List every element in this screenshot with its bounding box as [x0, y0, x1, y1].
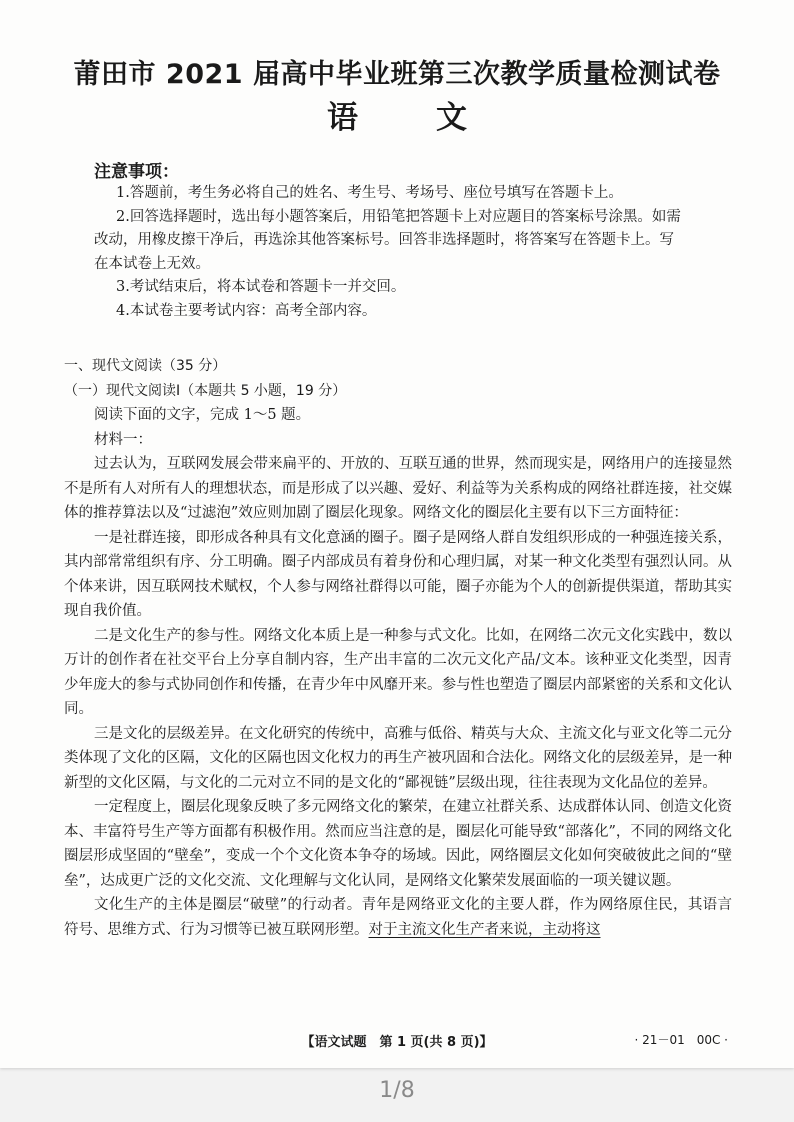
- notice-item: 3.考试结束后，将本试卷和答题卡一并交回。: [116, 279, 406, 295]
- paragraph: 一定程度上，圈层化现象反映了多元网络文化的繁荣，在建立社群关系、达成群体认同、创造文化资本、丰富符号生产等方面都有积极作用。然而应当注意的是，圈层化可能导致“部落化”，不同的网络文化圈层形成坚固的“壁垒”，变成一个个文化资本争夺的场域。因此，网络圈层文化如何突破彼此之间的“壁垒”，达成更广泛的文化交流、文化理解与文化认同，是网络文化繁荣发展面临的一项关键议题。: [64, 799, 732, 889]
- paragraph-last: [64, 893, 732, 942]
- paragraph: 过去认为，互联网发展会带来扁平的、开放的、互联互通的世界，然而现实是，网络用户的连接显然不是所有人对所有人的理想状态，而是形成了以兴趣、爱好、利益等为关系构成的网络社群连接，社交媒体的推荐算法以及“过滤泡”效应则加剧了圈层化现象。网络文化的圈层化主要有以下三方面特征：: [64, 456, 732, 521]
- footer-code: · 21－01 00C ·: [634, 1033, 728, 1047]
- material-label: 材料一：: [94, 431, 152, 448]
- section-subheading: （一）现代文阅读Ⅰ（本题共 5 小题，19 分）: [64, 382, 347, 399]
- paragraph: 一是社群连接，即形成各种具有文化意涵的圈子。圈子是网络人群自发组织形成的一种强连接关系，其内部常常组织有序、分工明确。圈子内部成员有着身份和心理归属，对某一种文化类型有强烈认同。从个体来讲，因互联网技术赋权，个人参与网络社群得以可能，圈子亦能为个人的创新提供渠道，帮助其实现自我价值。: [64, 529, 732, 619]
- section-instruction: 阅读下面的文字，完成 1～5 题。: [94, 407, 311, 423]
- paragraph: 三是文化的层级差异。在文化研究的传统中，高雅与低俗、精英与大众、主流文化与亚文化等二元分类体现了文化的区隔，文化的区隔也因文化权力的再生产被巩固和合法化。网络文化的层级差异，是一种新型的文化区隔，与文化的二元对立不同的是文化的“鄙视链”层级出现，往往表现为文化品位的差异。: [64, 725, 732, 791]
- notice-item: 4.本试卷主要考试内容：高考全部内容。: [116, 302, 377, 319]
- subject-title: 语文: [327, 100, 545, 136]
- notice-item: 1.答题前，考生务必将自己的姓名、考生号、考场号、座位号填写在答题卡上。: [116, 185, 623, 201]
- page-footer: 【语文试题 第 1 页(共 8 页)】: [301, 1035, 493, 1050]
- notice-title: 注意事项：: [94, 162, 179, 182]
- notice-list: [94, 182, 684, 323]
- paragraph: 二是文化生产的参与性。网络文化本质上是一种参与式文化。比如，在网络二次元文化实践中，数以万计的创作者在社交平台上分享自制内容，生产出丰富的二次元文化产品/文本。该种亚文化类型，因青少年庞大的参与式协同创作和传播，在青少年中风靡开来。参与性也塑造了圈层内部紧密的关系和文化认同。: [64, 627, 732, 717]
- notice-item: 2.回答选择题时，选出每小题答案后，用铅笔把答题卡上对应题目的答案标号涂黑。如需改动，用橡皮擦干净后，再选涂其他答案标号。回答非选择题时，将答案写在答题卡上。写在本试卷上无效。: [94, 208, 681, 272]
- exam-title: 莆田市 2021 届高中毕业班第三次教学质量检测试卷: [73, 59, 721, 90]
- reading-section: [64, 354, 732, 942]
- underlined-text: 对于主流文化生产者来说，主动将这: [368, 921, 601, 938]
- section-heading: 一、现代文阅读（35 分）: [64, 358, 227, 374]
- paragraph-text: 文化生产的主体是圈层“破壁”的行动者。青年是网络亚文化的主要人群，作为网络原住民，其语言符号、思维方式、行为习惯等已被互联网形塑。: [64, 897, 732, 938]
- page-indicator: 1/8: [379, 1078, 415, 1103]
